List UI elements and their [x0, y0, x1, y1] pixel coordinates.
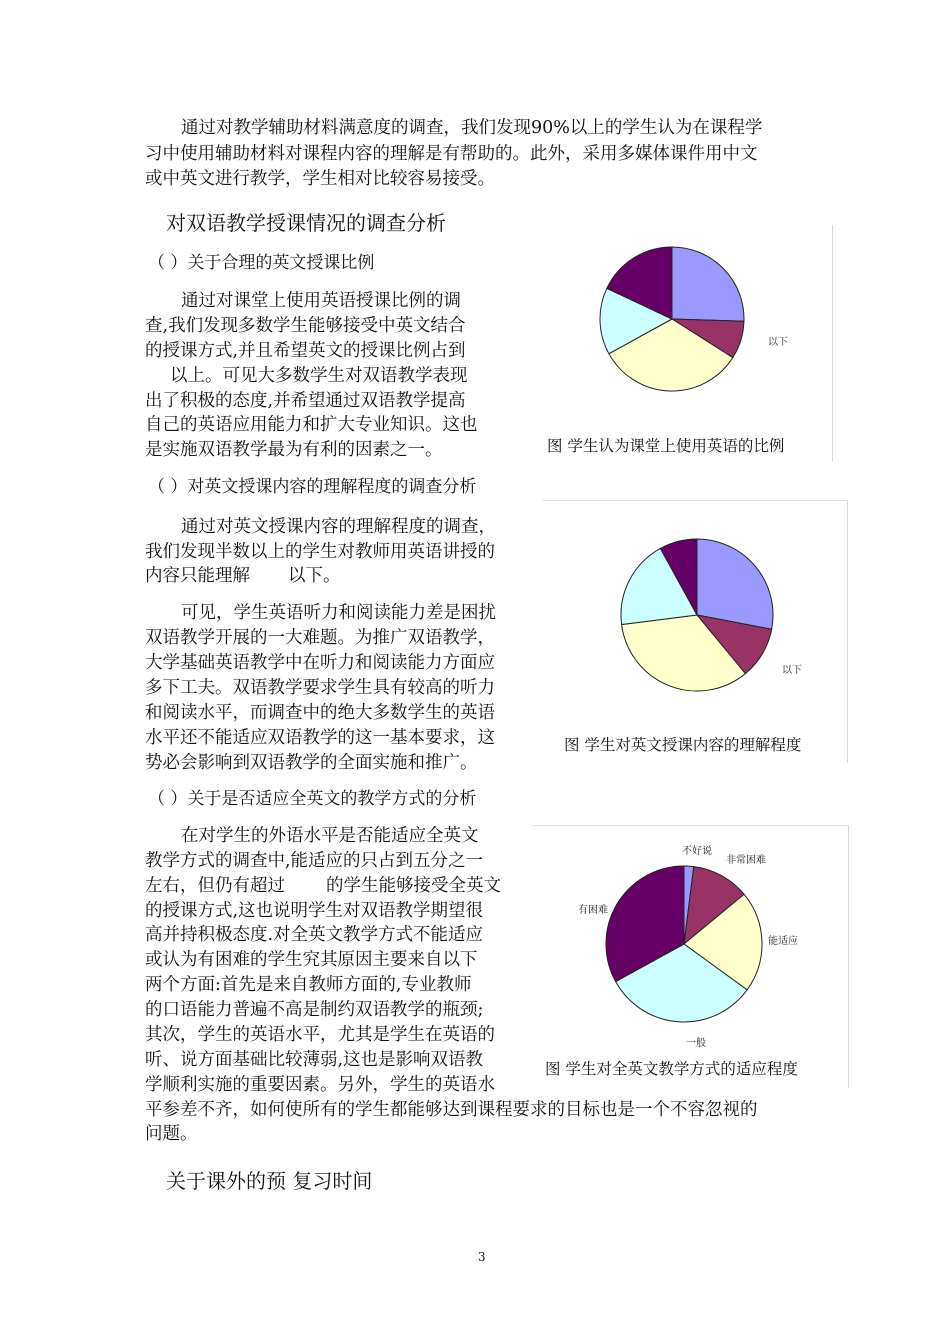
- intro-line-3: 或中英文进行教学，学生相对比较容易接受。: [145, 169, 495, 189]
- sub3-line-9: 其次，学生的英语水平，尤其是学生在英语的: [145, 1025, 495, 1045]
- sub1-line-1: 通过对课堂上使用英语授课比例的调: [181, 291, 461, 311]
- pie-3-label-5: 有困难: [578, 905, 608, 916]
- sub2-line-3b: 以下。: [288, 566, 341, 586]
- sub3-line-7: 两个方面:首先是来自教师方面的,专业教师: [145, 975, 472, 995]
- sub3-line-6: 或认为有困难的学生究其原因主要来自以下: [145, 950, 478, 970]
- sub3-line-5: 高并持积极态度.对全英文教学方式不能适应: [145, 925, 484, 945]
- sub2-line-6: 大学基础英语教学中在听力和阅读能力方面应: [145, 653, 495, 673]
- sub3-line-12: 平参差不齐，如何使所有的学生都能够达到课程要求的目标也是一个不容忽视的: [145, 1100, 758, 1120]
- sub3-line-3b: 的学生能够接受全英文: [326, 876, 501, 896]
- sub3-line-1: 在对学生的外语水平是否能适应全英文: [181, 826, 479, 846]
- intro-line-1: 通过对教学辅助材料满意度的调查，我们发现90%以上的学生认为在课程学: [181, 118, 763, 138]
- sub2-line-8: 和阅读水平，而调查中的绝大多数学生的英语: [145, 703, 495, 723]
- pie-2-slice-1: [697, 539, 773, 629]
- sub2-line-3a: 内容只能理解: [145, 566, 250, 586]
- sub1-title: （ ）关于合理的英文授课比例: [148, 253, 375, 273]
- sub3-line-2: 教学方式的调查中,能适应的只占到五分之一: [145, 851, 484, 871]
- sub3-title: （ ）关于是否适应全英文的教学方式的分析: [148, 789, 477, 809]
- sub2-line-10: 势必会影响到双语教学的全面实施和推广。: [145, 753, 478, 773]
- chart-1-caption: 图 学生认为课堂上使用英语的比例: [547, 437, 785, 455]
- sub3-line-10: 听、说方面基础比较薄弱,这也是影响双语教: [145, 1050, 484, 1070]
- sub3-line-4: 的授课方式,这也说明学生对双语教学期望很: [145, 901, 484, 921]
- sub1-line-4: 以上。可见大多数学生对双语教学表现: [170, 366, 468, 386]
- intro-line-2: 习中使用辅助材料对课程内容的理解是有帮助的。此外，采用多媒体课件用中文: [145, 144, 758, 164]
- sub1-line-5: 出了积极的态度,并希望通过双语教学提高: [145, 391, 466, 411]
- sub2-line-9: 水平还不能适应双语教学的这一基本要求，这: [145, 728, 495, 748]
- sub3-line-11: 学顺利实施的重要因素。另外，学生的英语水: [145, 1075, 495, 1095]
- pie-3-label-1: 不好说: [682, 846, 712, 857]
- sub1-line-6: 自己的英语应用能力和扩大专业知识。这也: [145, 415, 478, 435]
- sub2-line-2: 我们发现半数以上的学生对教师用英语讲授的: [145, 542, 495, 562]
- page-number: 3: [478, 1250, 486, 1264]
- chart-2-caption: 图 学生对英文授课内容的理解程度: [564, 736, 802, 754]
- pie-3-label-2: 非常困难: [726, 855, 766, 866]
- sub2-line-7: 多下工夫。双语教学要求学生具有较高的听力: [145, 678, 495, 698]
- sub3-line-3a: 左右，但仍有超过: [145, 876, 285, 896]
- pie-chart-2: [542, 500, 847, 725]
- sub3-line-13: 问题。: [145, 1124, 198, 1144]
- chart-3-caption: 图 学生对全英文教学方式的适应程度: [545, 1060, 798, 1078]
- sub2-line-1: 通过对英文授课内容的理解程度的调查，: [181, 517, 496, 537]
- sub1-line-3: 的授课方式,并且希望英文的授课比例占到: [145, 341, 466, 361]
- sub2-line-4: 可见，学生英语听力和阅读能力差是困扰: [181, 603, 496, 623]
- pie-2-label-2: 以下: [782, 665, 802, 676]
- pie-1-slice-1: [672, 247, 744, 321]
- sub1-line-7: 是实施双语教学最为有利的因素之一。: [145, 440, 443, 460]
- pie-1-label-2: 以下: [768, 337, 788, 348]
- sub2-title: （ ）对英文授课内容的理解程度的调查分析: [148, 477, 477, 497]
- next-section-heading: 关于课外的预 复习时间: [166, 1169, 373, 1193]
- pie-chart-1: [540, 225, 832, 435]
- pie-3-label-4: 一般: [686, 1038, 706, 1049]
- sub3-line-8: 的口语能力普遍不高是制约双语教学的瓶颈;: [145, 1000, 484, 1020]
- section-heading: 对双语教学授课情况的调查分析: [166, 211, 446, 235]
- pie-3-label-3: 能适应: [768, 936, 798, 947]
- sub1-line-2: 查,我们发现多数学生能够接受中英文结合: [145, 316, 466, 336]
- sub2-line-5: 双语教学开展的一大难题。为推广双语教学，: [145, 628, 495, 648]
- pie-chart-3: [532, 825, 848, 1053]
